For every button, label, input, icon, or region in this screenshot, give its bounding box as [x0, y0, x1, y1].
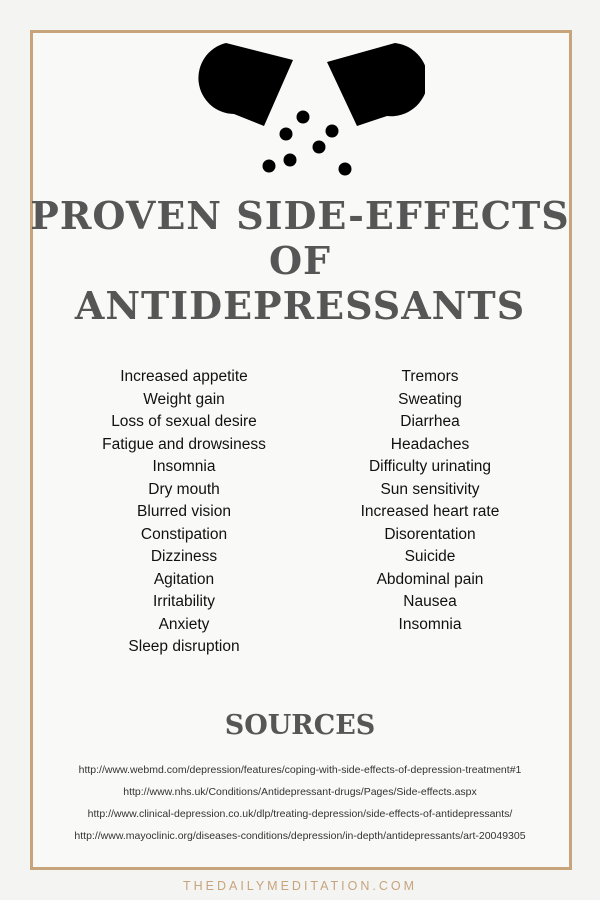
list-item: Fatigue and drowsiness: [102, 435, 266, 453]
source-link: http://www.clinical-depression.co.uk/dlp/treating-depression/side-effects-of-antidepressants/: [87, 808, 513, 820]
list-item: Irritability: [152, 593, 215, 610]
list-item: Insomnia: [398, 615, 462, 633]
side-effects-list-left: [84, 366, 284, 659]
list-item: Agitation: [153, 570, 215, 588]
list-item: Insomnia: [152, 458, 216, 475]
list-item: Increased heart rate: [360, 503, 500, 520]
list-item: Increased appetite: [120, 368, 248, 385]
list-item: Abdominal pain: [376, 570, 484, 588]
list-item: Anxiety: [158, 615, 210, 633]
list-item: Nausea: [403, 593, 457, 610]
title-line-1: PROVEN SIDE-EFFECTS: [30, 193, 570, 238]
list-item: Dizziness: [150, 548, 218, 565]
site-footer: THEDAILYMEDITATION.COM: [182, 879, 418, 893]
title-line-2: OF: [268, 238, 332, 283]
list-item: Difficulty urinating: [368, 458, 492, 475]
list-item: Sleep disruption: [128, 638, 240, 655]
source-link: http://www.mayoclinic.org/diseases-conditions/depression/in-depth/antidepressants/art-20049305: [74, 830, 526, 842]
list-item: Loss of sexual desire: [111, 413, 257, 430]
list-item: Tremors: [401, 368, 459, 385]
list-item: Weight gain: [143, 390, 225, 408]
list-item: Blurred vision: [137, 503, 231, 520]
open-capsule-pill-icon: [195, 38, 425, 183]
sources-heading: SOURCES: [224, 710, 376, 741]
list-item: Suicide: [404, 548, 456, 565]
sources-list: [0, 759, 600, 847]
list-item: Dry mouth: [148, 480, 220, 498]
side-effects-list-right: [330, 366, 530, 636]
list-item: Diarrhea: [400, 413, 460, 430]
title-line-3: ANTIDEPRESSANTS: [74, 283, 526, 328]
list-item: Sweating: [398, 390, 462, 408]
source-link: http://www.webmd.com/depression/features/coping-with-side-effects-of-depression-treatment#1: [78, 764, 522, 776]
list-item: Headaches: [390, 435, 470, 453]
source-link: http://www.nhs.uk/Conditions/Antidepressant-drugs/Pages/Side-effects.aspx: [123, 786, 477, 798]
list-item: Disorentation: [384, 525, 476, 543]
list-item: Constipation: [140, 525, 228, 543]
list-item: Sun sensitivity: [380, 480, 480, 498]
